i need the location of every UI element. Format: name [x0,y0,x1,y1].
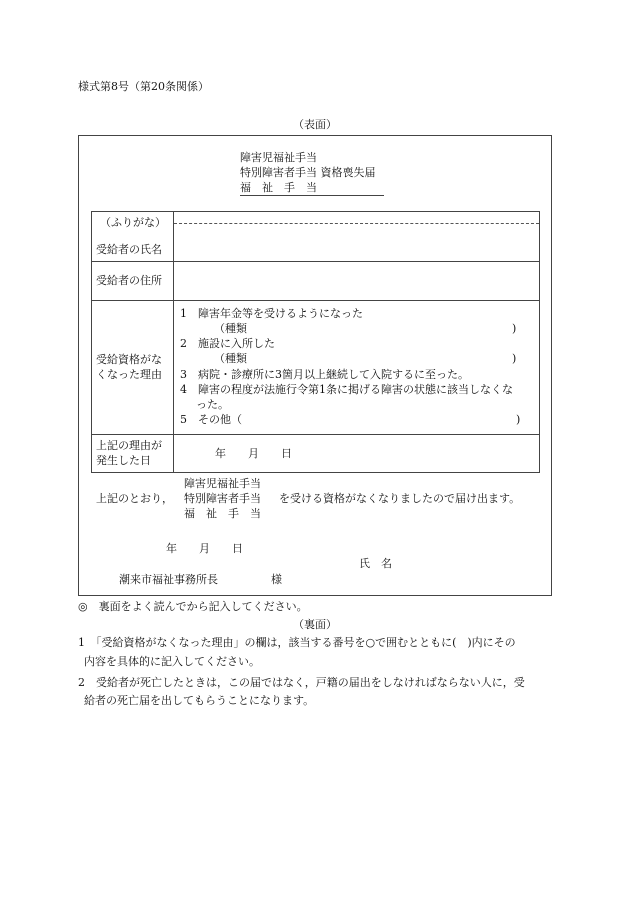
reason-1-type-close: ) [512,322,517,335]
honorific: 様 [271,573,282,586]
statement-allowance-1: 障害児福祉手当 [184,477,261,490]
title-line-2: 特別障害者手当 資格喪失届 [240,166,376,179]
reason-2[interactable]: 2 施設に入所した [180,337,275,350]
row-divider-1 [91,261,540,262]
name-field[interactable] [178,227,536,257]
statement-allowance-3: 福 祉 手 当 [184,507,261,520]
reason-label-1: 受給資格がな [96,353,162,366]
furigana-dashed-line [174,223,539,224]
form-number: 様式第8号（第20条関係） [78,80,209,93]
reason-4[interactable]: 4 障害の程度が法施行令第1条に掲げる障害の状態に該当しなくな [180,383,513,396]
applicant-name-label: 氏 名 [359,557,392,570]
front-label: （表面） [293,118,337,131]
furigana-label: （ふりがな） [100,216,166,229]
statement-allowance-2: 特別障害者手当 [184,492,261,505]
title-line-3: 福 祉 手 当 [240,181,317,194]
title-underline [240,195,384,196]
row-divider-2 [91,300,540,301]
submission-date[interactable]: 年 月 日 [166,542,243,555]
reason-4-continuation: った。 [196,398,229,411]
addressee: 潮来市福祉事務所長 [119,573,218,586]
name-label: 受給者の氏名 [96,243,162,256]
back-item-1-line-2: 内容を具体的に記入してください。 [84,655,260,668]
back-item-2-line-2: 給者の死亡届を出してもらうことになります。 [84,694,315,707]
statement-suffix: を受ける資格がなくなりましたので届け出ます。 [279,492,521,505]
back-label: （裏面） [293,618,337,631]
reason-1[interactable]: 1 障害年金等を受けるようになった [180,307,363,320]
reason-5-close: ) [516,413,521,426]
address-field[interactable] [178,265,536,297]
back-item-1-line-1: 1 「受給資格がなくなった理由」の欄は，該当する番号を○で囲むとともに( )内にその [78,636,516,649]
date-label-2: 発生した日 [96,454,151,467]
reason-1-type-open: （種類 [214,322,247,335]
reason-label-2: くなった理由 [96,368,162,381]
date-label-1: 上記の理由が [96,439,162,452]
applicant-name-field[interactable] [405,554,545,572]
title-line-1: 障害児福祉手当 [240,151,317,164]
statement-prefix: 上記のとおり， [96,492,173,505]
reason-3[interactable]: 3 病院・診療所に3箇月以上継続して入院するに至った。 [180,368,469,381]
reason-2-type-close: ) [512,352,517,365]
address-label: 受給者の住所 [96,274,162,287]
back-item-2-line-1: 2 受給者が死亡したときは，この届ではなく，戸籍の届出をしなければならない人に，受 [78,676,525,689]
notice: ◎ 裏面をよく読んでから記入してください。 [78,600,308,613]
date-occurred-field[interactable]: 年 月 日 [215,447,292,460]
reason-2-type-open: （種類 [214,352,247,365]
row-divider-3 [91,434,540,435]
reason-5[interactable]: 5 その他（ [180,413,242,426]
